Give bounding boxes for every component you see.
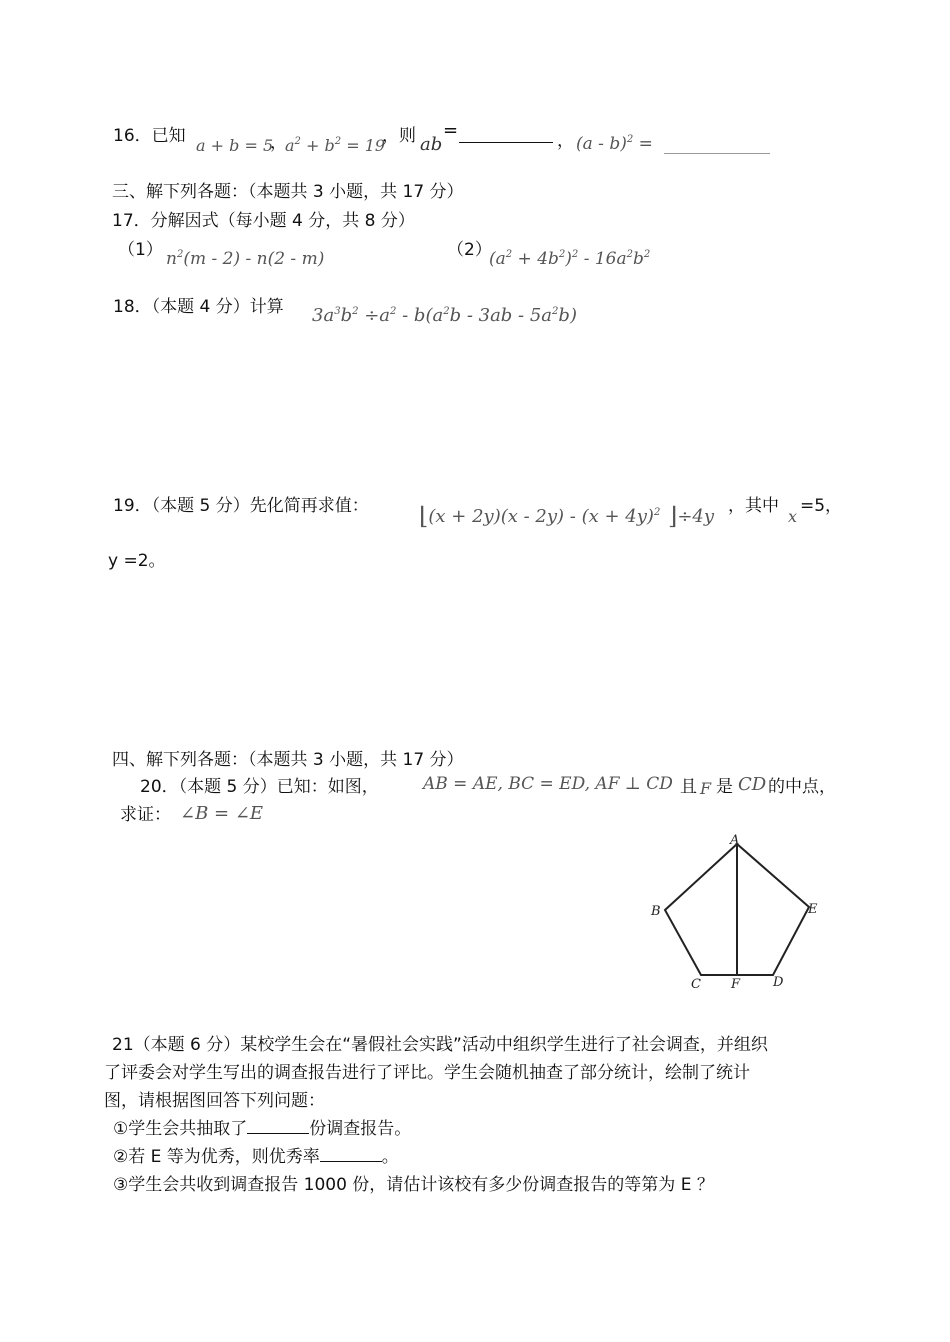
q19-title: 19．（本题 5 分）先化简再求值： (113, 496, 369, 516)
q21-sub-1: ①学生会共抽取了 份调查报告。 (113, 1119, 412, 1139)
q18-title: 18．（本题 4 分）计算 (113, 297, 284, 317)
q16-expr-diff: (a - b)$^2$ = (576, 134, 653, 154)
q19-x: x (788, 507, 798, 526)
vertex-label-e: E (808, 902, 818, 917)
q20-f: F (700, 779, 712, 798)
q16-eq: = (443, 120, 459, 141)
q20-title: 20．（本题 5 分）已知：如图， (140, 777, 379, 797)
q20-given: AB = AE, BC = ED, AF ⊥ CD (423, 774, 673, 794)
q21-line-1: 21（本题 6 分）某校学生会在“暑假社会实践”活动中组织学生进行了社会调查，并组织 (112, 1035, 768, 1055)
vertex-label-d: D (773, 975, 784, 990)
q16-sep2: ，则 (382, 126, 416, 146)
q19-x-value: =5， (800, 496, 843, 516)
q21-sub-3: ③学生会共收到调查报告 1000 份，请估计该校有多少份调查报告的等第为 E ？ (113, 1175, 714, 1195)
q16-label: 16．已知 (113, 126, 186, 146)
pentagon-figure (640, 825, 840, 1000)
q19-expr: ⌊(x + $2y)(x - 2y) - (x + 4y)^2$ ⌋÷4y (419, 502, 715, 530)
q16-sep1: ， (270, 133, 287, 153)
q17-part1-label: （1） (118, 240, 163, 260)
vertex-label-c: C (691, 977, 701, 992)
vertex-label-b: B (651, 904, 661, 919)
q21-sub-1-blank[interactable] (247, 1119, 309, 1134)
q20-prove-label: 求证： (120, 805, 171, 825)
q17-title: 17．分解因式（每小题 4 分，共 8 分） (112, 211, 415, 231)
q19-tail: ，其中 (728, 496, 779, 516)
section-3-heading: 三、解下列各题：（本题共 3 小题，共 17 分） (112, 182, 464, 202)
q16-expr-squares: $a^2 + b^2 = 19$ (285, 136, 386, 155)
q21-sub-2: ②若 E 等为优秀，则优秀率 。 (113, 1147, 399, 1167)
q21-line-3: 图，请根据图回答下列问题： (104, 1091, 325, 1111)
vertex-label-f: F (731, 977, 741, 992)
pentagon-diagram (640, 825, 840, 1000)
q16-answer-blank-2[interactable] (664, 139, 770, 159)
q16-ab: ab (420, 134, 443, 155)
q16-expr-sum: a + b = 5 (196, 136, 274, 155)
q20-cd: CD (738, 774, 767, 795)
q20-and: 且 (680, 777, 697, 797)
q17-part2-label: （2） (447, 240, 492, 260)
q19-y-value: y =2。 (108, 551, 166, 571)
q20-midpoint: 的中点， (768, 777, 836, 797)
q16-sep3: ， (557, 131, 574, 151)
q20-claim: ∠B = ∠E (180, 803, 264, 824)
vertex-label-a: A (730, 833, 740, 848)
section-4-heading: 四、解下列各题：（本题共 3 小题，共 17 分） (112, 750, 464, 770)
q20-is: 是 (716, 777, 733, 797)
q17-part2-expr: $(a^2 + 4b^2)^2 - 16a^2b^2$ (489, 249, 651, 269)
q17-part1-expr: $n^2(m - 2) - n(2 - m)$ (166, 249, 325, 269)
q18-expr: $3a^3b^2 \div a^2 - b(a^2b - 3ab - 5a^2b)$ (312, 305, 577, 326)
q21-line-2: 了评委会对学生写出的调查报告进行了评比。学生会随机抽查了部分统计，绘制了统计 (104, 1063, 750, 1083)
q16-answer-blank-1[interactable] (459, 128, 553, 148)
q21-sub-2-blank[interactable] (320, 1147, 382, 1162)
